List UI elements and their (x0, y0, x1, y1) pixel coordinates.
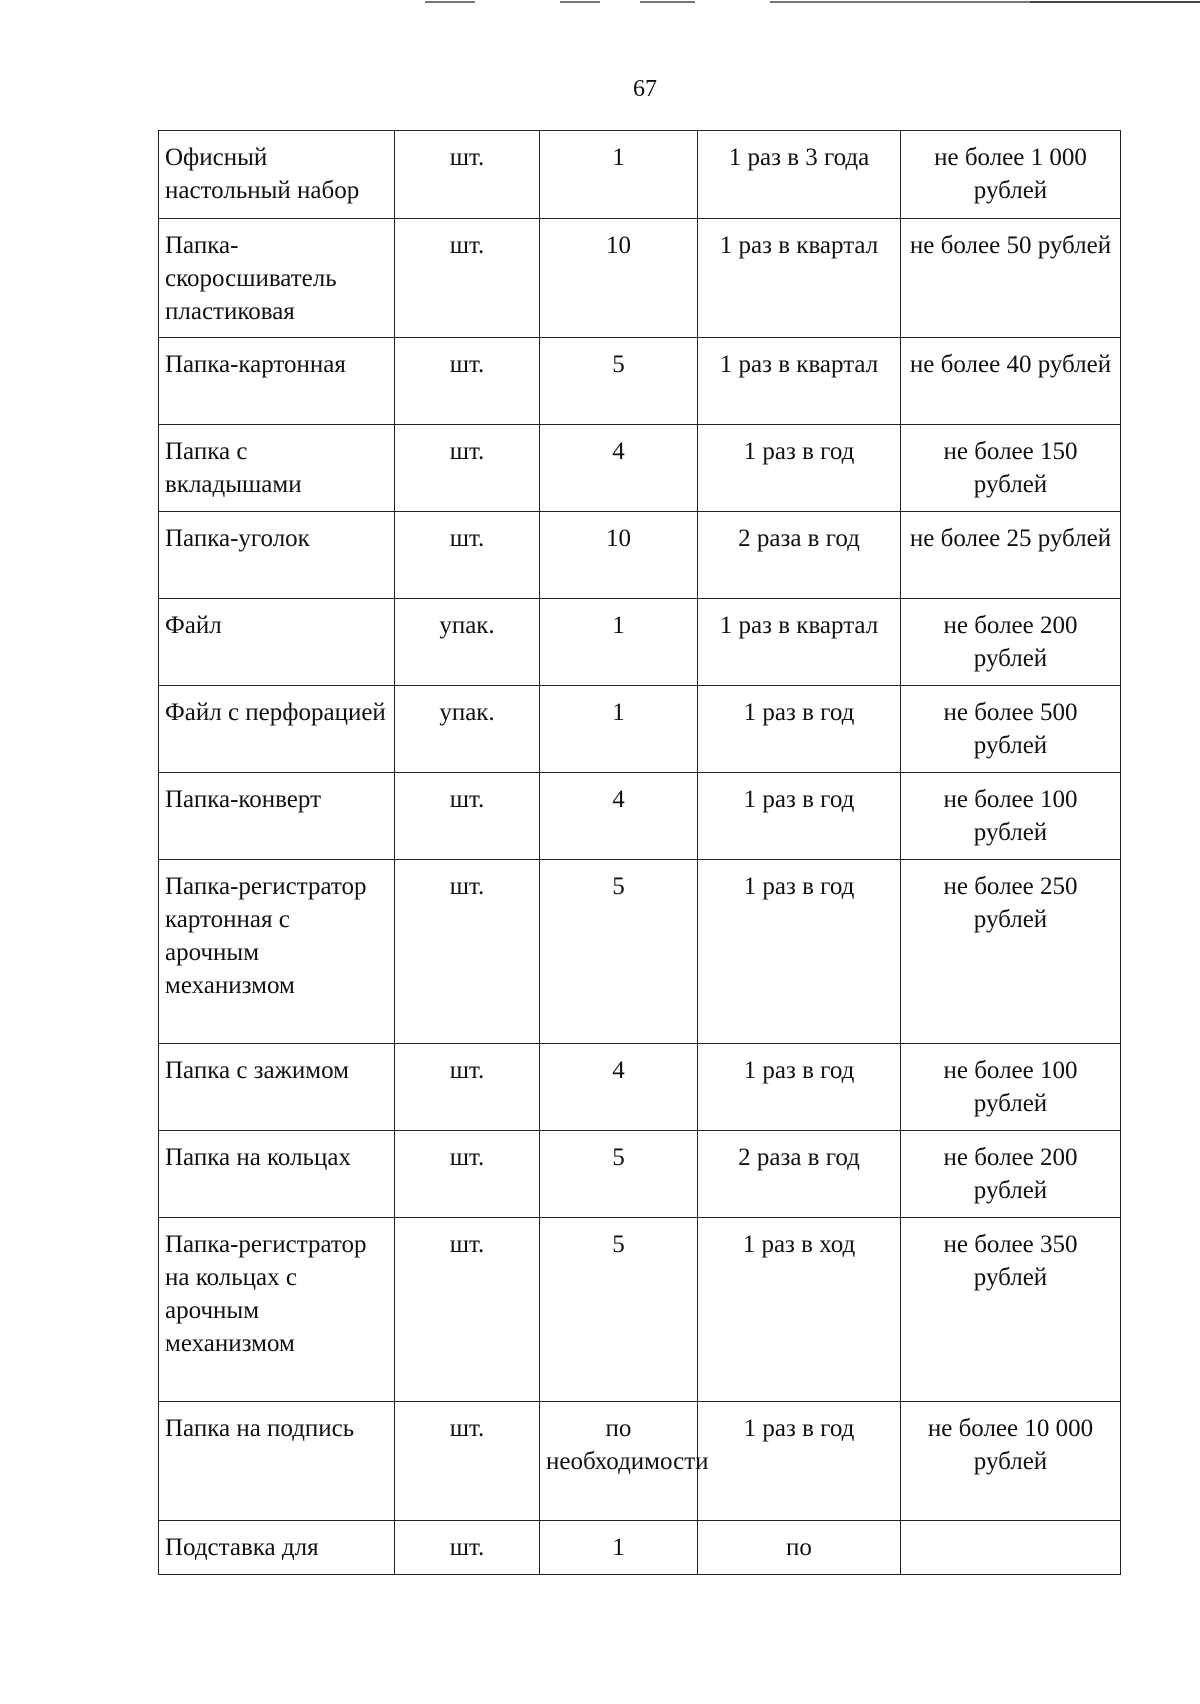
unit-cell: шт. (395, 131, 540, 219)
table-row (159, 1131, 1121, 1218)
price-cell: не более 50 рублей (901, 219, 1121, 338)
item-name-cell: Офисный настольный набор (159, 131, 395, 219)
item-name-cell: Папка-конверт (159, 773, 395, 860)
table-row (159, 219, 1121, 338)
price-cell: не более 100 рублей (901, 1044, 1121, 1131)
table-row (159, 131, 1121, 219)
item-name-cell: Папка-картонная (159, 338, 395, 425)
quantity-cell: 5 (540, 1218, 698, 1402)
frequency-cell: 1 раз в год (698, 773, 901, 860)
frequency-cell: 1 раз в год (698, 686, 901, 773)
quantity-cell: 1 (540, 686, 698, 773)
top-edge-marks (0, 0, 1200, 6)
price-cell: не более 500 рублей (901, 686, 1121, 773)
supplies-norms-table (158, 130, 1121, 1575)
quantity-cell: 5 (540, 860, 698, 1044)
price-cell: не более 150 рублей (901, 425, 1121, 512)
unit-cell: упак. (395, 686, 540, 773)
item-name-cell: Папка на подпись (159, 1402, 395, 1521)
price-cell: не более 40 рублей (901, 338, 1121, 425)
item-name-cell: Папка-регистратор картонная с арочным механизмом (159, 860, 395, 1044)
item-name-cell: Подставка для (159, 1521, 395, 1575)
frequency-cell: 1 раз в год (698, 860, 901, 1044)
frequency-cell: 1 раз в год (698, 425, 901, 512)
quantity-cell: 10 (540, 512, 698, 599)
quantity-cell: по необходимости (540, 1402, 698, 1521)
quantity-cell: 4 (540, 1044, 698, 1131)
frequency-cell: 1 раз в квартал (698, 338, 901, 425)
frequency-cell: 1 раз в год (698, 1044, 901, 1131)
quantity-cell: 4 (540, 425, 698, 512)
item-name-cell: Папка с вкладышами (159, 425, 395, 512)
table-row (159, 512, 1121, 599)
quantity-cell: 4 (540, 773, 698, 860)
quantity-cell: 5 (540, 1131, 698, 1218)
item-name-cell: Папка с зажимом (159, 1044, 395, 1131)
price-cell: не более 25 рублей (901, 512, 1121, 599)
quantity-cell: 1 (540, 599, 698, 686)
frequency-cell: 1 раз в ход (698, 1218, 901, 1402)
frequency-cell: 1 раз в квартал (698, 219, 901, 338)
unit-cell: шт. (395, 1131, 540, 1218)
table-row (159, 860, 1121, 1044)
quantity-cell: 1 (540, 131, 698, 219)
price-cell: не более 100 рублей (901, 773, 1121, 860)
table-row (159, 1044, 1121, 1131)
item-name-cell: Файл (159, 599, 395, 686)
table-row (159, 1521, 1121, 1575)
item-name-cell: Файл с перфорацией (159, 686, 395, 773)
frequency-cell: по (698, 1521, 901, 1575)
item-name-cell: Папка на кольцах (159, 1131, 395, 1218)
quantity-cell: 1 (540, 1521, 698, 1575)
frequency-cell: 1 раз в год (698, 1402, 901, 1521)
unit-cell: шт. (395, 860, 540, 1044)
price-cell: не более 200 рублей (901, 599, 1121, 686)
unit-cell: шт. (395, 425, 540, 512)
price-cell: не более 10 000 рублей (901, 1402, 1121, 1521)
price-cell: не более 350 рублей (901, 1218, 1121, 1402)
frequency-cell: 1 раз в 3 года (698, 131, 901, 219)
table-row (159, 773, 1121, 860)
item-name-cell: Папка-регистратор на кольцах с арочным механизмом (159, 1218, 395, 1402)
quantity-cell: 5 (540, 338, 698, 425)
price-cell: не более 1 000 рублей (901, 131, 1121, 219)
price-cell (901, 1521, 1121, 1575)
item-name-cell: Папка-скоросшиватель пластиковая (159, 219, 395, 338)
table-row (159, 1218, 1121, 1402)
quantity-cell: 10 (540, 219, 698, 338)
price-cell: не более 200 рублей (901, 1131, 1121, 1218)
page-number: 67 (633, 76, 657, 102)
unit-cell: шт. (395, 1218, 540, 1402)
unit-cell: шт. (395, 1402, 540, 1521)
unit-cell: шт. (395, 338, 540, 425)
frequency-cell: 2 раза в год (698, 1131, 901, 1218)
table-row (159, 1402, 1121, 1521)
unit-cell: шт. (395, 1044, 540, 1131)
frequency-cell: 1 раз в квартал (698, 599, 901, 686)
unit-cell: шт. (395, 773, 540, 860)
unit-cell: упак. (395, 599, 540, 686)
table-row (159, 599, 1121, 686)
item-name-cell: Папка-уголок (159, 512, 395, 599)
unit-cell: шт. (395, 512, 540, 599)
unit-cell: шт. (395, 1521, 540, 1575)
price-cell: не более 250 рублей (901, 860, 1121, 1044)
frequency-cell: 2 раза в год (698, 512, 901, 599)
table-row (159, 338, 1121, 425)
unit-cell: шт. (395, 219, 540, 338)
table-row (159, 686, 1121, 773)
table-row (159, 425, 1121, 512)
